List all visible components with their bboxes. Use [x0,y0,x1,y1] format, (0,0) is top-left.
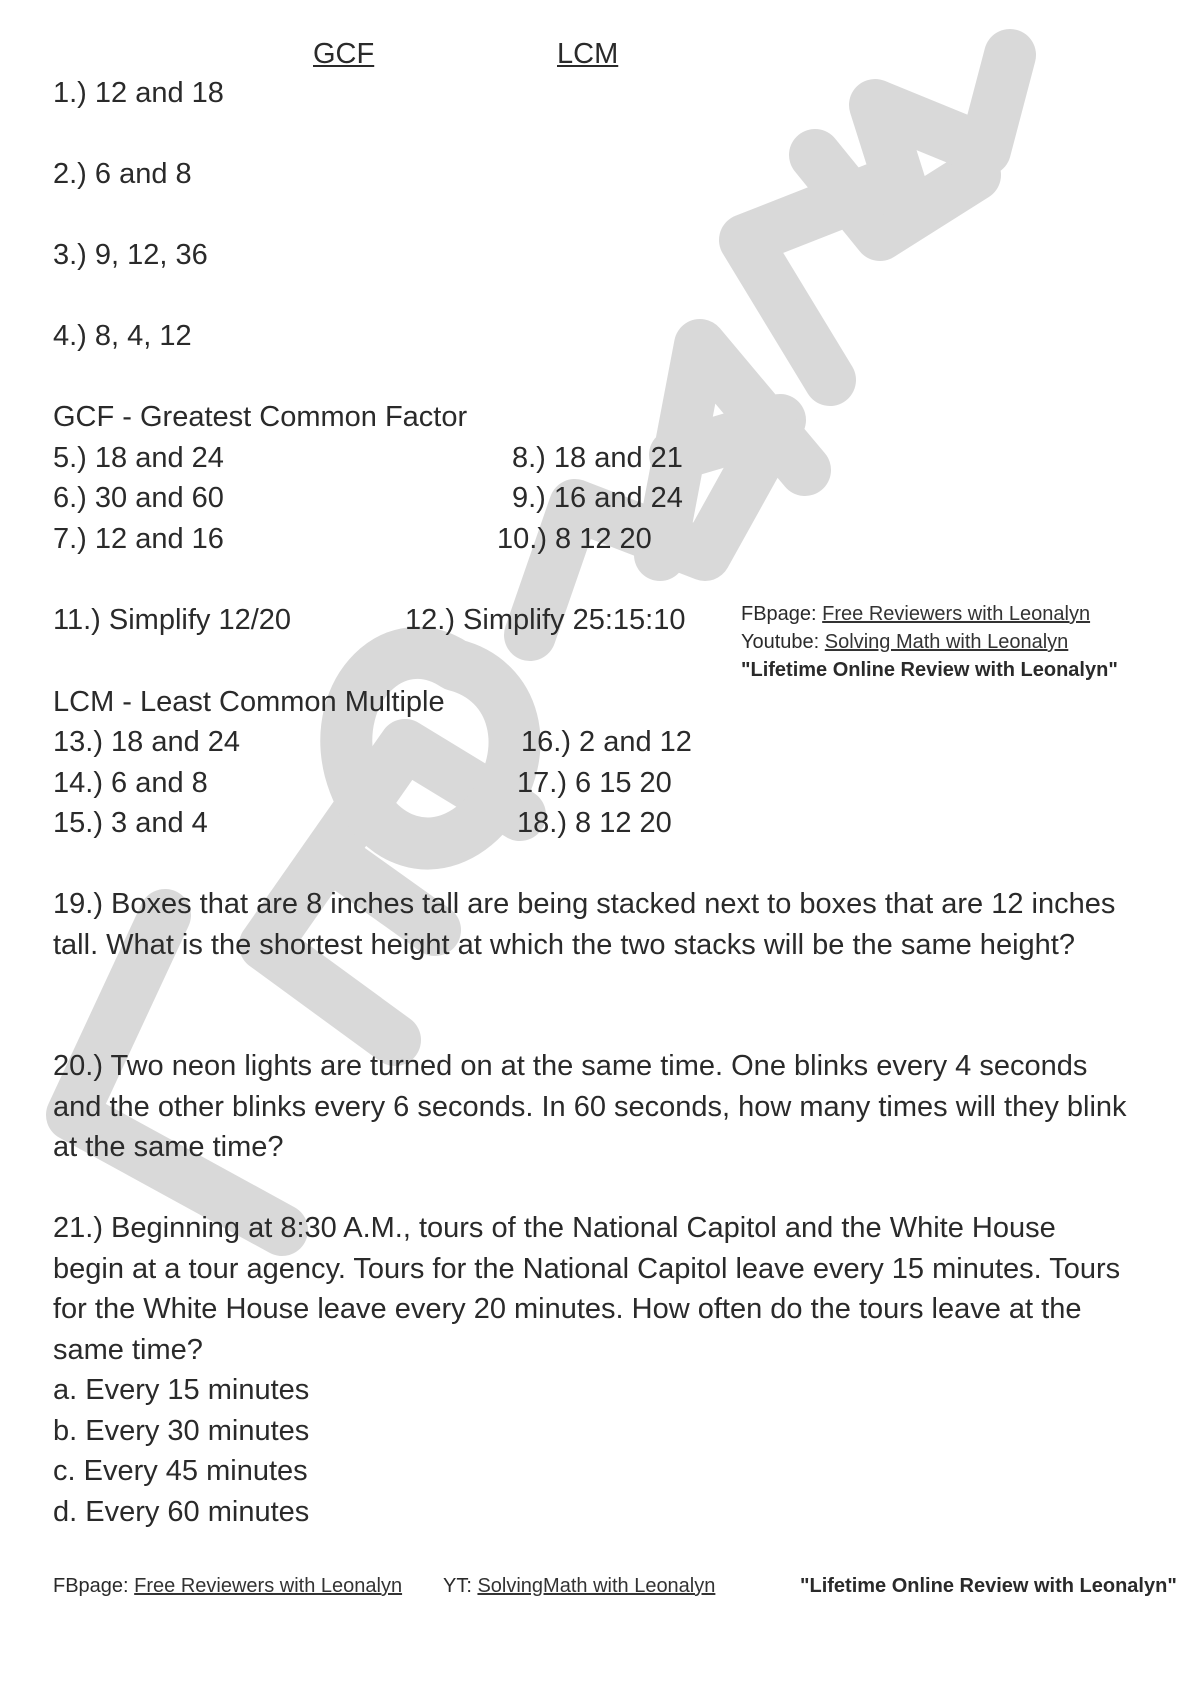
problem-10: 10.) 8 12 20 [497,523,652,555]
side-fb-line [741,600,1090,628]
side-yt-label: Youtube: [741,631,825,653]
problem-12: 12.) Simplify 25:15:10 [405,604,686,636]
problem-15: 15.) 3 and 4 [53,807,208,839]
problem-8: 8.) 18 and 21 [512,442,683,474]
problem-4: 4.) 8, 4, 12 [53,320,192,352]
problem-9: 9.) 16 and 24 [512,482,683,514]
footer-yt-label: YT: [443,1575,478,1597]
side-slogan: "Lifetime Online Review with Leonalyn" [741,659,1118,681]
problem-18: 18.) 8 12 20 [517,807,672,839]
side-yt-link[interactable]: Solving Math with Leonalyn [824,631,1069,653]
choice-d: d. Every 60 minutes [53,1496,310,1528]
side-fb-label: FBpage: [741,603,823,625]
footer-fb-label: FBpage: [53,1575,135,1597]
choice-c: c. Every 45 minutes [53,1455,308,1487]
problem-13: 13.) 18 and 24 [53,726,241,758]
footer-fb-line [53,1572,402,1600]
problem-17: 17.) 6 15 20 [517,767,672,799]
problem-20: 20.) Two neon lights are turned on at the same time. One blinks every 4 seconds and the other blinks every 6 seconds. In 60 seconds, how many times will they blink at the same time? [53,1050,1127,1163]
problem-3: 3.) 9, 12, 36 [53,239,208,271]
problem-14: 14.) 6 and 8 [53,767,208,799]
side-yt-line [741,628,1068,656]
problem-5: 5.) 18 and 24 [53,442,224,474]
choice-a: a. Every 15 minutes [53,1374,310,1406]
side-fb-link[interactable]: Free Reviewers with Leonalyn [822,603,1091,625]
lcm-column-header: LCM [557,38,619,70]
problem-19: 19.) Boxes that are 8 inches tall are being stacked next to boxes that are 12 inches tall. What is the shortest height at which the two stacks will be the same height? [53,888,1116,961]
footer-yt-link[interactable]: SolvingMath with Leonalyn [477,1575,716,1597]
problem-16: 16.) 2 and 12 [521,726,692,758]
problem-11: 11.) Simplify 12/20 [53,604,292,636]
footer-yt-line [443,1572,715,1600]
lcm-section-title: LCM - Least Common Multiple [53,686,445,718]
problem-21: 21.) Beginning at 8:30 A.M., tours of the National Capitol and the White House begin at a tour agency. Tours for the National Capitol leave every 15 minutes. Tours for the White House leave every 20 minutes. How often do the tours leave at the same time? [53,1212,1121,1366]
gcf-section-title: GCF - Greatest Common Factor [53,401,468,433]
problem-6: 6.) 30 and 60 [53,482,224,514]
gcf-column-header: GCF [313,38,375,70]
problem-7: 7.) 12 and 16 [53,523,224,555]
footer-fb-link[interactable]: Free Reviewers with Leonalyn [134,1575,403,1597]
problem-2: 2.) 6 and 8 [53,158,192,190]
choice-b: b. Every 30 minutes [53,1415,310,1447]
footer-slogan: "Lifetime Online Review with Leonalyn" [800,1575,1177,1597]
problem-1: 1.) 12 and 18 [53,77,224,109]
